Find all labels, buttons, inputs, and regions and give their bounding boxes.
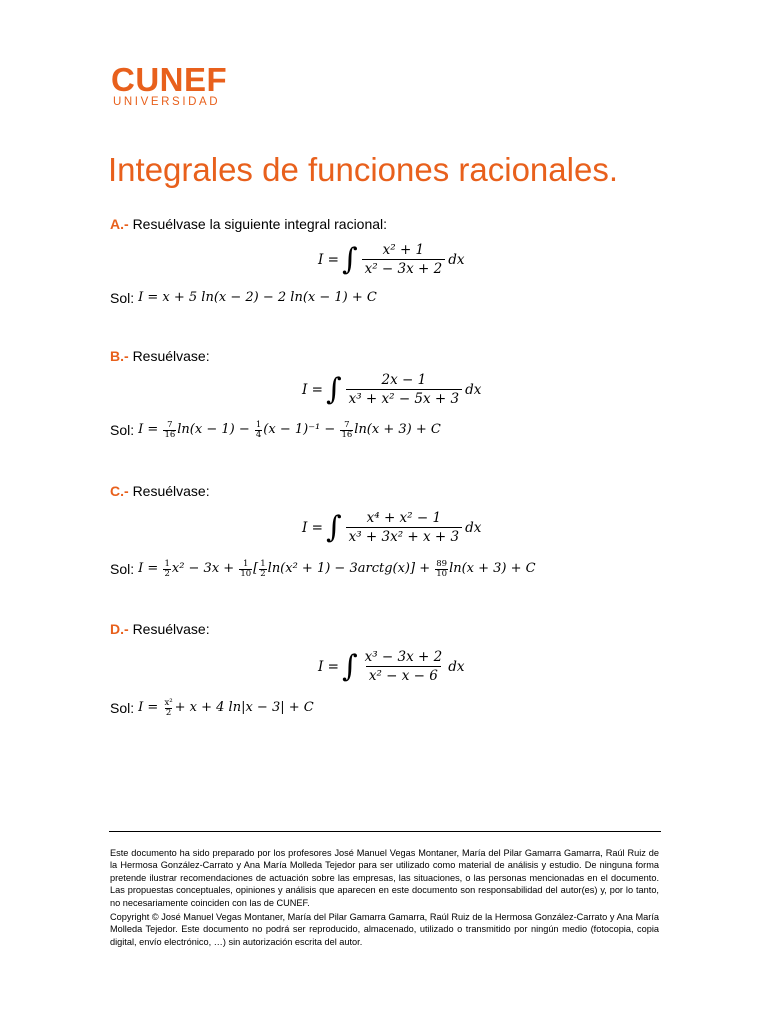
problem-b-solution bbox=[110, 420, 441, 440]
fraction-numerator: x² bbox=[164, 697, 173, 708]
coefficient-fraction bbox=[435, 560, 448, 579]
solution-expression: I = x + 5 ln(x − 2) − 2 ln(x − 1) + C bbox=[138, 290, 377, 305]
integrand-fraction bbox=[346, 372, 463, 407]
integrand-denominator: x³ + x² − 5x + 3 bbox=[346, 389, 463, 407]
logo-subtitle: UNIVERSIDAD bbox=[113, 96, 221, 108]
integral-lhs: I = bbox=[318, 658, 339, 675]
fraction-denominator: 10 bbox=[436, 568, 448, 579]
differential: dx bbox=[448, 251, 465, 268]
integral-sign-icon: ∫ bbox=[325, 509, 342, 545]
fraction-denominator: 4 bbox=[255, 429, 262, 440]
coefficient-fraction bbox=[259, 560, 266, 579]
coefficient-fraction bbox=[163, 699, 173, 718]
integral-sign-icon: ∫ bbox=[341, 648, 358, 684]
fraction-denominator: 10 bbox=[240, 568, 252, 579]
problem-letter: B.- bbox=[110, 348, 129, 364]
fraction-numerator: 7 bbox=[167, 419, 173, 430]
integrand-numerator: x³ − 3x + 2 bbox=[364, 649, 443, 665]
problem-letter: D.- bbox=[110, 621, 129, 637]
solution-expression bbox=[138, 420, 441, 440]
problem-letter: A.- bbox=[110, 216, 129, 232]
solution-label: Sol: bbox=[110, 290, 135, 306]
fraction-denominator: 2 bbox=[165, 707, 172, 718]
expr-part: [ bbox=[253, 561, 259, 576]
problem-b-heading bbox=[110, 347, 210, 365]
problem-b-integral bbox=[302, 372, 481, 407]
fraction-numerator: 89 bbox=[436, 558, 448, 569]
integrand-fraction bbox=[362, 649, 446, 684]
integrand-fraction bbox=[362, 242, 446, 277]
logo-wordmark: CUNEF bbox=[111, 61, 228, 98]
integral-lhs: I = bbox=[302, 519, 323, 536]
fraction-numerator: 1 bbox=[243, 558, 249, 569]
differential: dx bbox=[465, 519, 482, 536]
solution-expression bbox=[138, 559, 535, 579]
problem-a-integral bbox=[318, 242, 464, 277]
fraction-denominator: 2 bbox=[164, 568, 170, 579]
coefficient-fraction bbox=[340, 421, 353, 440]
expr-part: I = bbox=[138, 700, 159, 715]
integrand-numerator: x² + 1 bbox=[382, 242, 425, 258]
problem-letter: C.- bbox=[110, 483, 129, 499]
integral-sign-icon: ∫ bbox=[341, 241, 358, 277]
integral-lhs: I = bbox=[302, 381, 323, 398]
problem-a-solution bbox=[110, 288, 377, 308]
expr-part: I = bbox=[138, 422, 159, 437]
expr-part: x² − 3x + bbox=[171, 561, 235, 576]
integrand-denominator: x² − 3x + 2 bbox=[362, 259, 446, 277]
solution-label: Sol: bbox=[110, 561, 135, 577]
expr-part: ln(x + 3) + C bbox=[354, 422, 441, 437]
problem-prompt: Resuélvase: bbox=[132, 348, 210, 364]
footer-divider bbox=[109, 831, 661, 832]
coefficient-fraction bbox=[163, 421, 176, 440]
fraction-denominator: 16 bbox=[341, 429, 353, 440]
solution-label: Sol: bbox=[110, 700, 135, 716]
problem-prompt: Resuélvase: bbox=[132, 621, 210, 637]
expr-part: I = bbox=[138, 561, 159, 576]
solution-label: Sol: bbox=[110, 422, 135, 438]
problem-c-integral bbox=[302, 510, 481, 545]
problem-c-heading bbox=[110, 482, 210, 500]
coefficient-fraction bbox=[163, 560, 170, 579]
coefficient-fraction bbox=[255, 421, 262, 440]
problem-d-integral bbox=[318, 649, 464, 684]
expr-part: ln(x² + 1) − 3arctg(x)] + bbox=[267, 561, 431, 576]
integral-sign-icon: ∫ bbox=[325, 371, 342, 407]
fraction-denominator: 16 bbox=[164, 429, 176, 440]
problem-d-heading bbox=[110, 620, 210, 638]
coefficient-fraction bbox=[239, 560, 252, 579]
integrand-numerator: x⁴ + x² − 1 bbox=[366, 510, 442, 526]
integrand-denominator: x² − x − 6 bbox=[366, 666, 441, 684]
cunef-logo bbox=[111, 61, 228, 109]
expr-part: + x + 4 ln|x − 3| + C bbox=[174, 700, 314, 715]
page-title: Integrales de funciones racionales. bbox=[108, 151, 618, 188]
footer-copyright: Copyright © José Manuel Vegas Montaner, María del Pilar Gamarra Gamarra, Raúl Ruiz de la Hermosa González-Carrato y Ana María Molleda Tejedor. Este documento no podrá ser reproducido, almacenado, utilizado o transmitido por ningún medio (fotocopia, copia digital, envío electrónico, …) sin autorización escrita del autor. bbox=[110, 912, 659, 947]
fraction-numerator: 1 bbox=[260, 558, 266, 569]
footer-disclaimer: Este documento ha sido preparado por los profesores José Manuel Vegas Montaner, María del Pilar Gamarra Gamarra, Raúl Ruiz de la Hermosa González-Carrato y Ana María Molleda Tejedor para ser utilizado como material de análisis y estudio. De ninguna forma pretende ilustrar recomendaciones de actuación sobre las empresas, las situaciones, o las personas mencionadas en el documento. Las propuestas conceptuales, opiniones y análisis que aparecen en este documento son responsabilidad del autor(es) y, por lo tanto, no necesariamente coinciden con las de CUNEF. bbox=[110, 848, 659, 908]
fraction-numerator: 1 bbox=[255, 419, 262, 430]
fraction-numerator: 7 bbox=[344, 419, 350, 430]
expr-part: ln(x − 1) − bbox=[177, 422, 250, 437]
fraction-denominator: 2 bbox=[260, 568, 266, 579]
integrand-denominator: x³ + 3x² + x + 3 bbox=[346, 527, 463, 545]
problem-c-solution bbox=[110, 559, 536, 579]
integrand-numerator: 2x − 1 bbox=[381, 372, 427, 388]
problem-d-solution bbox=[110, 698, 314, 718]
fraction-numerator: 1 bbox=[164, 558, 170, 569]
integral-lhs: I = bbox=[318, 251, 339, 268]
problem-prompt: Resuélvase: bbox=[132, 483, 210, 499]
expr-part: ln(x + 3) + C bbox=[449, 561, 536, 576]
solution-expression bbox=[138, 698, 314, 718]
differential: dx bbox=[465, 381, 482, 398]
differential: dx bbox=[448, 658, 465, 675]
expr-part: (x − 1)⁻¹ − bbox=[263, 422, 336, 437]
problem-prompt: Resuélvase la siguiente integral racional: bbox=[132, 216, 388, 232]
integrand-fraction bbox=[346, 510, 463, 545]
problem-a-heading bbox=[110, 215, 387, 233]
